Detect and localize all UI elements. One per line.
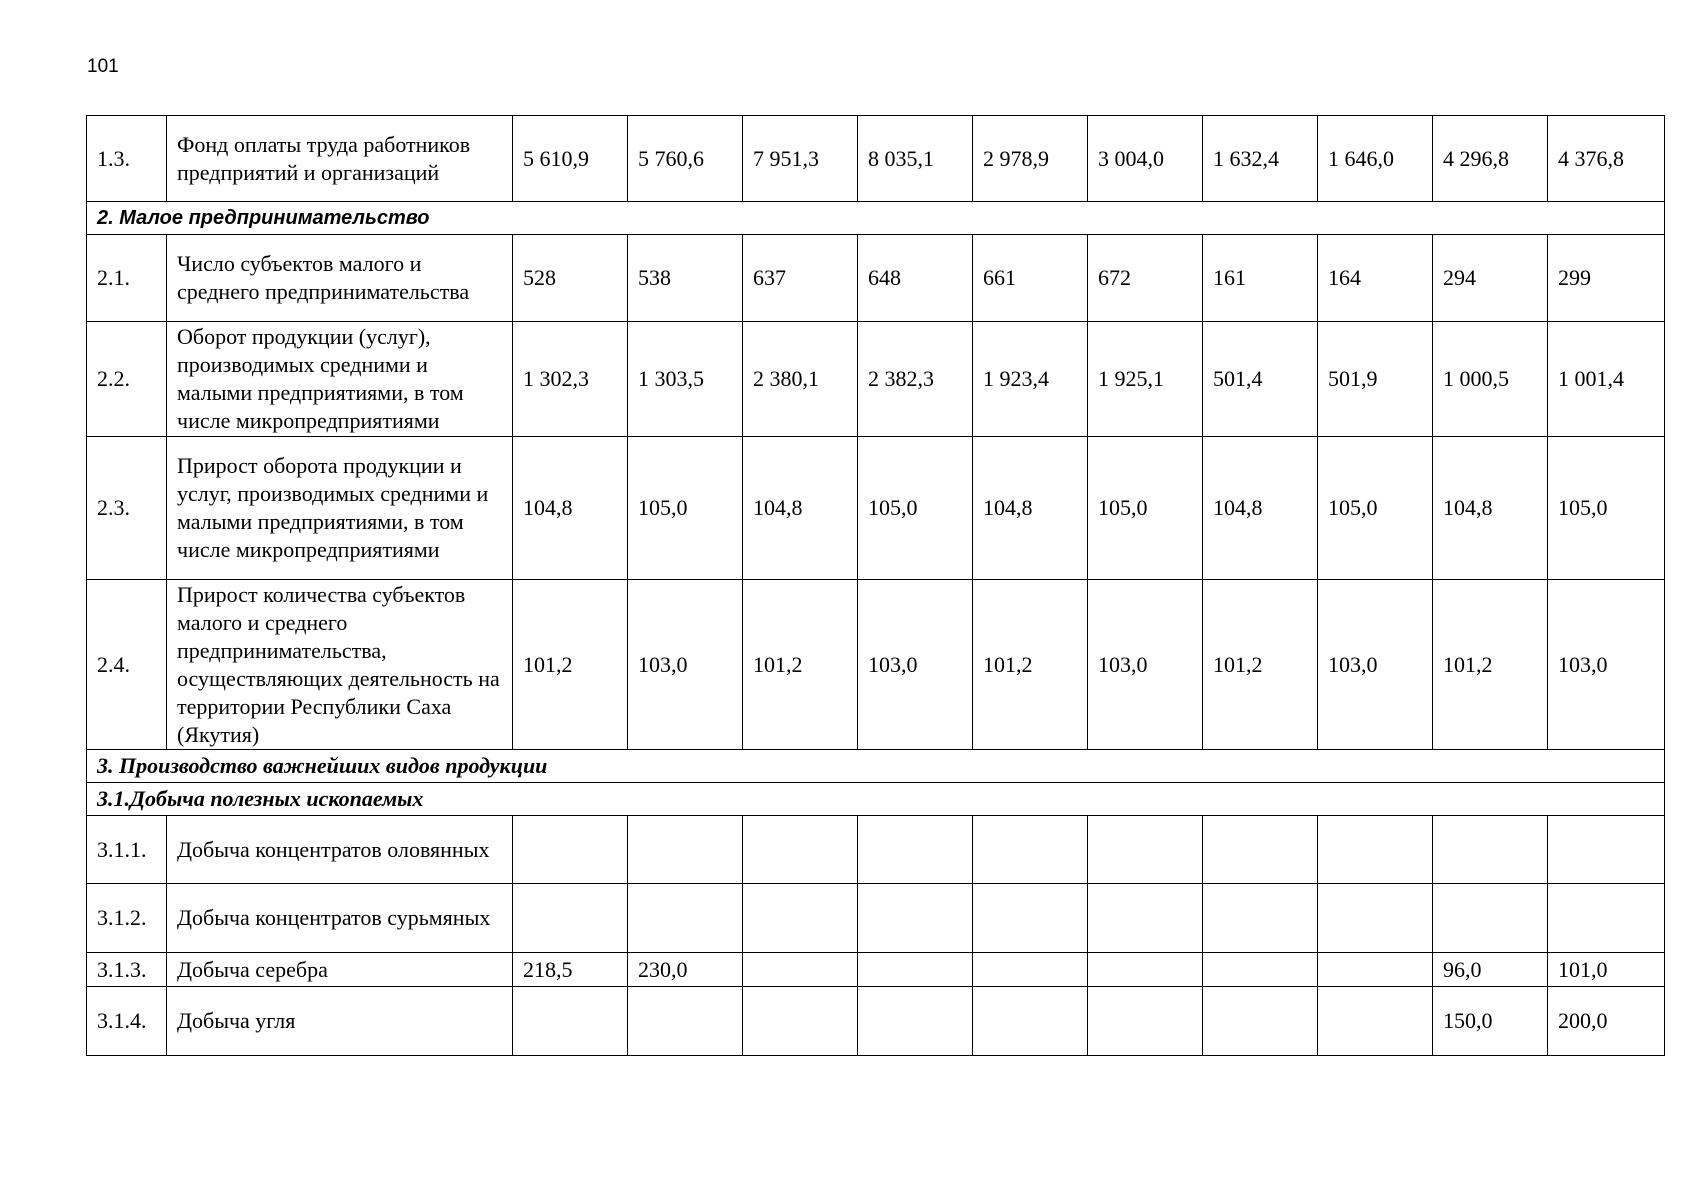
table-row <box>87 322 1665 437</box>
value-cell <box>1088 816 1203 884</box>
value-cell: 101,2 <box>973 580 1088 750</box>
row-number: 2.1. <box>87 235 167 322</box>
row-number: 1.3. <box>87 116 167 202</box>
value-cell <box>1203 953 1318 987</box>
value-cell: 294 <box>1433 235 1548 322</box>
value-cell: 661 <box>973 235 1088 322</box>
value-cell: 218,5 <box>513 953 628 987</box>
value-cell <box>1433 816 1548 884</box>
table-row <box>87 580 1665 750</box>
value-cell: 200,0 <box>1548 987 1665 1056</box>
value-cell <box>858 987 973 1056</box>
value-cell: 1 632,4 <box>1203 116 1318 202</box>
value-cell: 4 296,8 <box>1433 116 1548 202</box>
value-cell: 105,0 <box>858 437 973 580</box>
section-header-row <box>87 783 1665 816</box>
value-cell: 1 923,4 <box>973 322 1088 437</box>
value-cell: 105,0 <box>1548 437 1665 580</box>
value-cell <box>1088 884 1203 953</box>
row-number: 2.4. <box>87 580 167 750</box>
value-cell <box>858 884 973 953</box>
value-cell <box>513 884 628 953</box>
indicator-name: Прирост оборота продукции и услуг, производимых средними и малыми предприятиями, в том числе микропредприятиями <box>167 437 513 580</box>
indicator-name: Добыча концентратов сурьмяных <box>167 884 513 953</box>
value-cell: 3 004,0 <box>1088 116 1203 202</box>
value-cell <box>1203 884 1318 953</box>
value-cell <box>1088 987 1203 1056</box>
value-cell: 103,0 <box>628 580 743 750</box>
value-cell: 501,9 <box>1318 322 1433 437</box>
row-number: 3.1.2. <box>87 884 167 953</box>
value-cell: 1 303,5 <box>628 322 743 437</box>
value-cell: 101,2 <box>743 580 858 750</box>
value-cell: 1 302,3 <box>513 322 628 437</box>
value-cell: 105,0 <box>628 437 743 580</box>
value-cell: 101,2 <box>1203 580 1318 750</box>
indicators-table <box>86 115 1665 1056</box>
value-cell: 104,8 <box>1203 437 1318 580</box>
value-cell <box>1318 987 1433 1056</box>
value-cell: 1 000,5 <box>1433 322 1548 437</box>
indicator-name: Число субъектов малого и среднего предпринимательства <box>167 235 513 322</box>
row-number: 2.3. <box>87 437 167 580</box>
value-cell <box>743 884 858 953</box>
value-cell: 103,0 <box>858 580 973 750</box>
value-cell: 2 382,3 <box>858 322 973 437</box>
table-row <box>87 816 1665 884</box>
page-number: 101 <box>87 56 119 77</box>
value-cell <box>743 987 858 1056</box>
value-cell <box>743 953 858 987</box>
row-number: 3.1.3. <box>87 953 167 987</box>
section-title: 3.1.Добыча полезных ископаемых <box>87 783 1665 816</box>
value-cell <box>1318 816 1433 884</box>
value-cell <box>628 987 743 1056</box>
indicator-name: Добыча серебра <box>167 953 513 987</box>
table-row <box>87 987 1665 1056</box>
value-cell <box>858 953 973 987</box>
row-number: 3.1.4. <box>87 987 167 1056</box>
value-cell: 230,0 <box>628 953 743 987</box>
value-cell: 1 001,4 <box>1548 322 1665 437</box>
value-cell: 101,2 <box>1433 580 1548 750</box>
value-cell <box>1548 884 1665 953</box>
value-cell: 2 978,9 <box>973 116 1088 202</box>
value-cell: 105,0 <box>1088 437 1203 580</box>
value-cell: 4 376,8 <box>1548 116 1665 202</box>
table-row <box>87 235 1665 322</box>
indicator-name: Добыча концентратов оловянных <box>167 816 513 884</box>
value-cell: 1 925,1 <box>1088 322 1203 437</box>
value-cell <box>1318 884 1433 953</box>
value-cell: 672 <box>1088 235 1203 322</box>
value-cell: 538 <box>628 235 743 322</box>
value-cell: 96,0 <box>1433 953 1548 987</box>
row-number: 2.2. <box>87 322 167 437</box>
value-cell <box>1548 816 1665 884</box>
value-cell: 2 380,1 <box>743 322 858 437</box>
indicator-name: Прирост количества субъектов малого и среднего предпринимательства, осуществляющих деятельность на территории Республики Саха (Якутия) <box>167 580 513 750</box>
table-row <box>87 884 1665 953</box>
value-cell <box>1203 987 1318 1056</box>
value-cell: 101,0 <box>1548 953 1665 987</box>
value-cell: 164 <box>1318 235 1433 322</box>
value-cell: 105,0 <box>1318 437 1433 580</box>
value-cell: 103,0 <box>1318 580 1433 750</box>
value-cell: 528 <box>513 235 628 322</box>
value-cell: 104,8 <box>513 437 628 580</box>
value-cell: 5 610,9 <box>513 116 628 202</box>
value-cell <box>1203 816 1318 884</box>
value-cell <box>743 816 858 884</box>
value-cell <box>973 816 1088 884</box>
value-cell: 103,0 <box>1088 580 1203 750</box>
value-cell <box>628 884 743 953</box>
value-cell <box>973 987 1088 1056</box>
value-cell: 8 035,1 <box>858 116 973 202</box>
table-row <box>87 437 1665 580</box>
value-cell: 103,0 <box>1548 580 1665 750</box>
value-cell: 1 646,0 <box>1318 116 1433 202</box>
indicator-name: Фонд оплаты труда работников предприятий и организаций <box>167 116 513 202</box>
value-cell <box>973 884 1088 953</box>
section-title: 3. Производство важнейших видов продукции <box>87 750 1665 783</box>
row-number: 3.1.1. <box>87 816 167 884</box>
value-cell <box>1433 884 1548 953</box>
section-header-row <box>87 202 1665 235</box>
value-cell: 7 951,3 <box>743 116 858 202</box>
value-cell <box>513 987 628 1056</box>
value-cell <box>973 953 1088 987</box>
value-cell: 5 760,6 <box>628 116 743 202</box>
indicator-name: Оборот продукции (услуг), производимых средними и малыми предприятиями, в том числе микропредприятиями <box>167 322 513 437</box>
section-header-row <box>87 750 1665 783</box>
value-cell: 161 <box>1203 235 1318 322</box>
indicator-name: Добыча угля <box>167 987 513 1056</box>
value-cell: 637 <box>743 235 858 322</box>
value-cell: 299 <box>1548 235 1665 322</box>
value-cell: 104,8 <box>973 437 1088 580</box>
value-cell <box>628 816 743 884</box>
value-cell: 501,4 <box>1203 322 1318 437</box>
value-cell <box>513 816 628 884</box>
value-cell <box>1088 953 1203 987</box>
value-cell: 104,8 <box>743 437 858 580</box>
section-title: 2. Малое предпринимательство <box>87 202 1665 235</box>
value-cell: 648 <box>858 235 973 322</box>
table-row <box>87 116 1665 202</box>
table-row <box>87 953 1665 987</box>
value-cell <box>1318 953 1433 987</box>
value-cell: 150,0 <box>1433 987 1548 1056</box>
value-cell: 101,2 <box>513 580 628 750</box>
value-cell: 104,8 <box>1433 437 1548 580</box>
value-cell <box>858 816 973 884</box>
